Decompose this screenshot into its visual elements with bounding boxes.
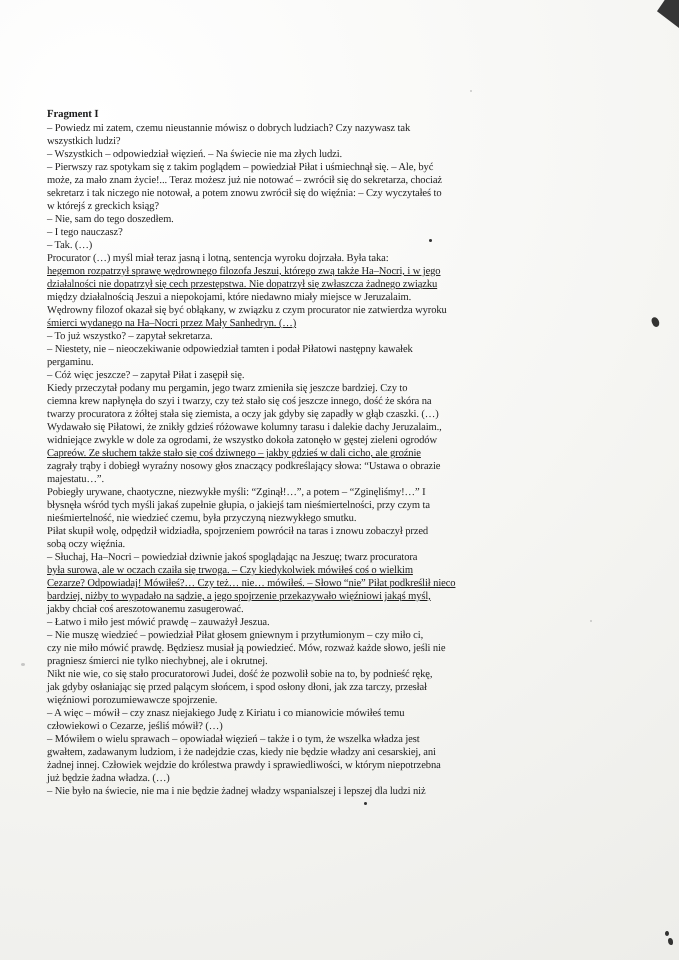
text-line-23: twarzy procuratora z żółtej stała się ziemista, a oczy jak gdyby się zapadły w głąb czaszki. (…) — [47, 409, 439, 420]
text-line-19: pergaminu. — [47, 357, 94, 368]
text-line-48: – Mówiłem o wielu sprawach – opowiadał więzień – także i o tym, że wszelka władza jest — [47, 734, 420, 745]
scan-dust — [470, 90, 472, 92]
text-line-3: – Wszystkich – odpowiedział więzień. – Na świecie nie ma złych ludzi. — [47, 149, 343, 160]
text-line-12: hegemon rozpatrzył sprawę wędrownego filozofa Jeszui, którego zwą także Ha–Nocri, i w jego — [47, 266, 441, 277]
text-line-36: Cezarze? Odpowiadaj! Mówiłeś?… Czy też… nie… mówiłeś. – Słowo “nie” Piłat podkreślił nieco — [47, 578, 456, 589]
text-line-28: majestatu…”. — [47, 474, 105, 485]
text-line-27: zagrały trąby i dobiegł wyraźny nosowy głos znaczący podkreślający słowa: “Ustawa o obrazie — [47, 461, 441, 472]
text-line-8: – Nie, sam do tego doszedłem. — [47, 214, 174, 225]
text-line-35: była surowa, ale w oczach czaiła się trwoga. – Czy kiedykolwiek mówiłeś coś o wielkim — [47, 565, 413, 576]
text-line-49: gwałtem, zadawanym ludziom, i że nadejdzie czas, kiedy nie będzie władzy ani cesarskiej, ani — [47, 747, 436, 758]
text-line-39: – Łatwo i miło jest mówić prawdę – zauważył Jeszua. — [47, 617, 270, 628]
text-line-40: – Nie muszę wiedzieć – powiedział Piłat głosem gniewnym i przytłumionym – czy miło ci, — [47, 630, 424, 641]
text-line-29: Pobiegły urywane, chaotyczne, niezwykłe myśli: “Zginął!…”, a potem – “Zginęliśmy!…” I — [47, 487, 426, 498]
text-line-38: jakby chciał coś areszotowanemu zasugerować. — [47, 604, 244, 615]
scan-dust — [21, 663, 25, 666]
text-line-47: człowiekowi o Cezarze, jeśliś mówił? (…) — [47, 721, 223, 732]
text-line-9: – I tego nauczasz? — [47, 227, 123, 238]
text-line-16: śmierci wydanego na Ha–Nocri przez Mały Sanhedryn. (…) — [47, 318, 297, 329]
ink-dot — [668, 938, 673, 945]
text-line-14: między działalnością Jeszui a niepokojami, które niedawno miały miejsce w Jeruzalaim. — [47, 292, 412, 303]
text-line-44: jak gdyby osłaniając się przed palącym słońcem, i spod osłony dłoni, jak zza tarczy, przesłał — [47, 682, 427, 693]
text-line-33: sobą oczy więźnia. — [47, 539, 126, 550]
text-line-4: – Pierwszy raz spotykam się z takim poglądem – powiedział Piłat i uśmiechnął się. – Ale, być — [47, 162, 434, 173]
text-line-52: – Nie było na świecie, nie ma i nie będzie żadnej władzy wspanialszej i lepszej dla ludzi niż — [47, 786, 426, 797]
text-line-50: żadnej innej. Człowiek wejdzie do królestwa prawdy i sprawiedliwości, w którym niepotrzebna — [47, 760, 441, 771]
text-line-51: już będzie żadna władza. (…) — [47, 773, 170, 784]
text-line-13: działalności nie dopatrzył się cech przestępstwa. Nie dopatrzył się zwłaszcza żadnego związku — [47, 279, 438, 290]
text-line-1: – Powiedz mi zatem, czemu nieustannie mówisz o dobrych ludziach? Czy nazywasz tak — [47, 123, 411, 134]
text-line-34: – Słuchaj, Ha–Nocri – powiedział dziwnie jakoś spoglądając na Jeszuę; twarz procuratora — [47, 552, 418, 563]
text-line-32: Piłat skupił wolę, odpędził widziadła, spojrzeniem powrócił na taras i znowu zobaczył przed — [47, 526, 429, 537]
scan-dust — [590, 620, 592, 622]
text-line-46: – A więc – mówił – czy znasz niejakiego Judę z Kiriatu i co mianowicie mówiłeś temu — [47, 708, 405, 719]
text-line-26: Capreów. Ze słuchem także stało się coś dziwnego – jakby gdzieś w dali cicho, ale groźnie — [47, 448, 421, 459]
ink-dot — [364, 802, 367, 805]
text-line-41: czy nie miło mówić prawdę. Będziesz musiał ją powiedzieć. Mów, rozważ każde słowo, jeśli nie — [47, 643, 446, 654]
text-line-37: bardziej, niżby to wypadało na sądzie, a jego spojrzenie przekazywało więźniowi jakąś myśl, — [47, 591, 431, 602]
text-line-31: nieśmiertelność, nie wiedzieć czemu, była przyczyną niezwykłego smutku. — [47, 513, 357, 524]
text-line-24: Wydawało się Piłatowi, że znikły gdzieś różowawe kolumny tarasu i dalekie dachy Jeruzalaim., — [47, 422, 442, 433]
text-line-22: ciemna krew napłynęła do szyi i twarzy, czy też stało się coś jeszcze innego, dość że skóra na — [47, 396, 432, 407]
text-line-45: więźniowi porozumiewawcze spojrzenie. — [47, 695, 218, 706]
text-line-17: – To już wszystko? – zapytał sekretarza. — [47, 331, 213, 342]
fragment-title: Fragment I — [47, 108, 99, 120]
text-line-42: pragniesz śmierci nie tylko niechybnej, ale i okrutnej. — [47, 656, 268, 667]
text-line-15: Wędrowny filozof okazał się być obłąkany, w związku z czym procurator nie zatwierdza wyroku — [47, 305, 447, 316]
text-line-21: Kiedy przeczytał podany mu pergamin, jego twarz zmieniła się jeszcze bardziej. Czy to — [47, 383, 408, 394]
text-line-2: wszystkich ludzi? — [47, 136, 121, 147]
text-line-7: w którejś z greckich ksiąg? — [47, 201, 159, 212]
text-line-18: – Niestety, nie – nieoczekiwanie odpowiedział tamten i podał Piłatowi następny kawałek — [47, 344, 413, 355]
text-line-20: – Cóż więc jeszcze? – zapytał Piłat i zasępił się. — [47, 370, 245, 381]
ink-dot — [665, 931, 669, 936]
text-line-5: może, za mało znam życie!... Teraz możesz już nie notować – zwrócił się do sekretarza, chociaż — [47, 175, 443, 186]
text-line-10: – Tak. (…) — [47, 240, 93, 251]
text-line-43: Nikt nie wie, co się stało procuratorowi Judei, dość że pozwolił sobie na to, by podnieść rękę, — [47, 669, 433, 680]
text-line-25: widniejące zwykle w dole za ogrodami, że wszystko dokoła zatonęło w gęstej zieleni ogrodów — [47, 435, 437, 446]
text-line-30: błysnęła wśród tych myśli jakaś zupełnie głupia, o jakiejś tam nieśmiertelności, przy czym ta — [47, 500, 430, 511]
text-line-11: Procurator (…) myśl miał teraz jasną i lotną, sentencja wyroku dojrzała. Była taka: — [47, 253, 389, 264]
scan-dust — [225, 520, 227, 522]
ink-dot — [429, 239, 432, 242]
document-text-block — [47, 108, 587, 798]
text-line-6: sekretarz i tak niczego nie notował, a potem znowu zwrócił się do więźnia: – Czy wyczytałeś to — [47, 188, 442, 199]
